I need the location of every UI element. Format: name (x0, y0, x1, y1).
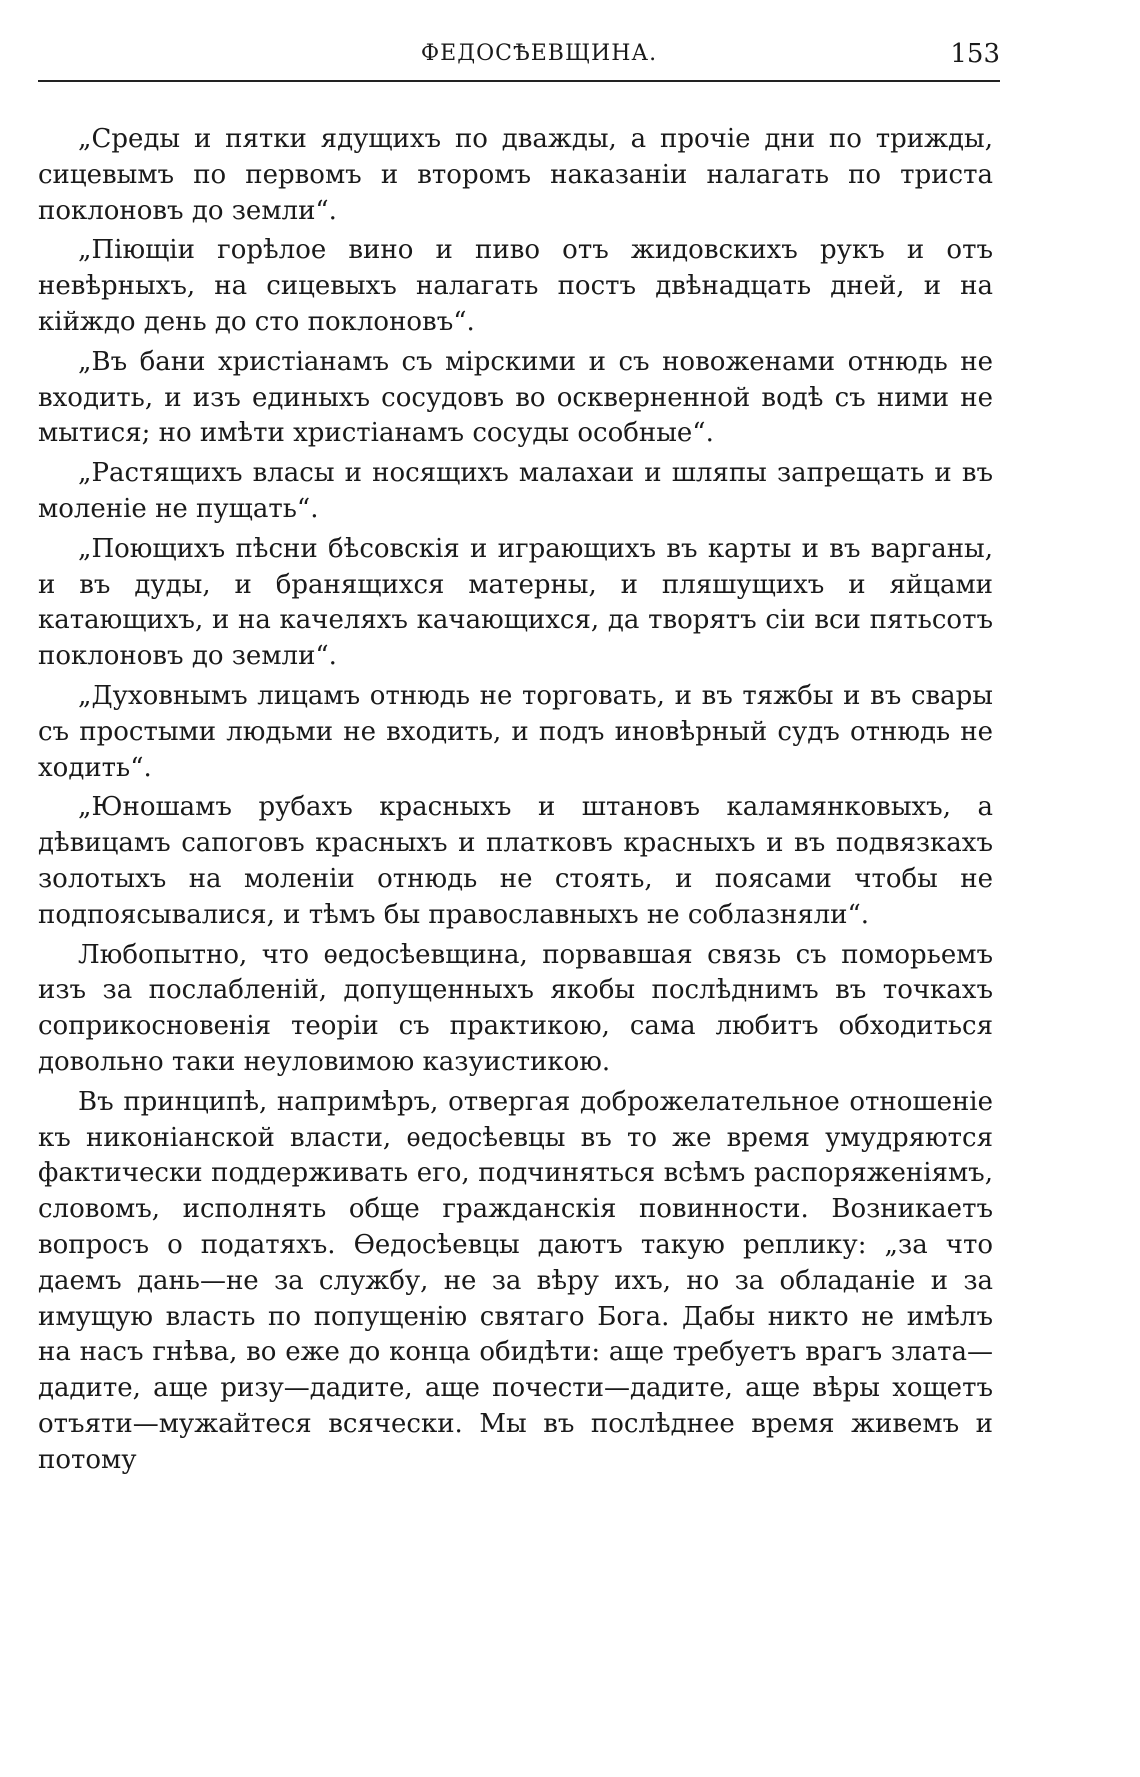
paragraph: „Растящихъ власы и носящихъ малахаи и шляпы запрещать и въ моленіе не пущать“. (38, 458, 993, 524)
paragraph: „Среды и пятки ядущихъ по дважды, а прочіе дни по трижды, сицевымъ по первомъ и второмъ наказаніи налагать по триста поклоновъ до земли“. (38, 124, 993, 226)
paragraph: „Піющіи горѣлое вино и пиво отъ жидовскихъ рукъ и отъ невѣрныхъ, на сицевыхъ налагать постъ двѣнадцать дней, и на кійждо день до сто поклоновъ“. (38, 235, 993, 337)
paragraph: „Юношамъ рубахъ красныхъ и штановъ каламянковыхъ, а дѣвицамъ сапоговъ красныхъ и платковъ красныхъ и въ подвязкахъ золотыхъ на моленіи отнюдь не стоять, и поясами чтобы не подпоясывалися, и тѣмъ бы православныхъ не соблазняли“. (38, 792, 993, 930)
paragraph: „Въ бани христіанамъ съ мірскими и съ новоженами отнюдь не входить, и изъ единыхъ сосудовъ во оскверненной водѣ съ ними не мытися; но имѣти христіанамъ сосуды особные“. (38, 346, 993, 449)
paragraph: Въ принципѣ, напримѣръ, отвергая доброжелательное отношеніе къ никоніанской власти, ѳедосѣевцы въ то же время умудряются фактически поддерживать его, подчиняться всѣмъ распоряженіямъ, словомъ, исполнять обще гражданскія повинности. Возникаетъ вопросъ о податяхъ. Ѳедосѣевцы даютъ такую реплику: „за что даемъ дань—не за службу, не за вѣру ихъ, но за обладаніе и за имущую власть по попущенію святаго Бога. Дабы никто не имѣлъ на насъ гнѣва, во еже до конца обидѣти: аще требуетъ врагъ злата—дадите, аще ризу—дадите, аще почести—дадите, аще вѣры хощетъ отъяти—мужайтеся всячески. Мы въ послѣднее время живемъ и потому (38, 1086, 993, 1475)
header-rule (38, 80, 1000, 82)
paragraph: Любопытно, что ѳедосѣевщина, порвавшая связь съ поморьемъ изъ за послабленій, допущенныхъ якобы послѣднимъ въ точкахъ соприкосновенія теоріи съ практикою, сама любитъ обходиться довольно таки неуловимою казуистикою. (38, 939, 993, 1077)
page-number: 153 (950, 39, 1000, 69)
running-title: ФЕДОСѢЕВЩИНА. (420, 41, 658, 66)
page-body (38, 122, 993, 1478)
paragraph: „Духовнымъ лицамъ отнюдь не торговать, и въ тяжбы и въ свары съ простыми людьми не входить, и подъ иновѣрный судъ отнюдь не ходить“. (38, 680, 993, 783)
paragraph: „Поющихъ пѣсни бѣсовскія и играющихъ въ карты и въ варганы, и въ дуды, и бранящихся матерны, и пляшущихъ и яйцами катающихъ, и на качеляхъ качающихся, да творятъ сіи вси пятьсотъ поклоновъ до земли“. (38, 533, 993, 672)
page-header (38, 34, 1000, 74)
